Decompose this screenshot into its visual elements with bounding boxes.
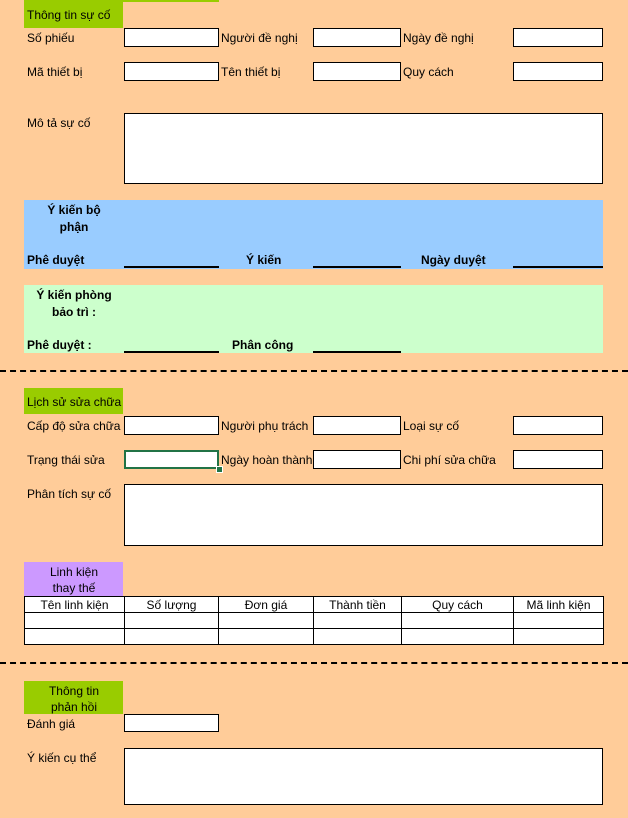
nguoi-phu-trach-field[interactable] (313, 416, 401, 435)
ma-thiet-bi-label: Mã thiết bị (27, 65, 83, 79)
maint-phe-duyet-label: Phê duyệt : (27, 338, 92, 352)
table-cell[interactable] (514, 613, 604, 629)
table-cell[interactable] (314, 613, 402, 629)
maint-opinion-title-1: Ý kiến phòng (36, 288, 112, 302)
ten-thiet-bi-field[interactable] (313, 62, 401, 81)
col-don-gia: Đơn giá (219, 597, 314, 613)
danh-gia-label: Đánh giá (27, 717, 76, 731)
table-row (25, 613, 604, 629)
history-section-title: Lịch sử sửa chữa (27, 395, 122, 409)
table-cell[interactable] (219, 629, 314, 645)
chi-phi-field[interactable] (513, 450, 603, 469)
chi-phi-label: Chi phí sửa chữa (403, 453, 496, 467)
dept-phe-duyet-line[interactable] (124, 266, 219, 268)
trang-thai-field-active[interactable] (124, 450, 219, 469)
maint-opinion-title-2: bảo trì : (52, 305, 96, 319)
col-so-luong: Số lượng (125, 597, 219, 613)
dept-phe-duyet-label: Phê duyệt (27, 253, 85, 267)
nguoi-de-nghi-field[interactable] (313, 28, 401, 47)
parts-title-1: Linh kiện (49, 565, 99, 579)
dept-opinion-title-1: Ý kiến bộ (47, 203, 101, 217)
trang-thai-label: Trạng thái sửa (27, 453, 105, 467)
parts-title-2: thay thế (52, 581, 96, 595)
parts-table (24, 596, 604, 645)
ngay-hoan-thanh-field[interactable] (313, 450, 401, 469)
phan-tich-label: Phân tích sự cố (27, 487, 112, 501)
ngay-de-nghi-label: Ngày đề nghị (403, 31, 474, 45)
table-cell[interactable] (219, 613, 314, 629)
quy-cach-field[interactable] (513, 62, 603, 81)
nguoi-de-nghi-label: Người đề nghị (221, 31, 298, 45)
table-row (25, 629, 604, 645)
fill-handle[interactable] (216, 466, 223, 473)
ngay-de-nghi-field[interactable] (513, 28, 603, 47)
quy-cach-label: Quy cách (403, 65, 454, 79)
so-phieu-field[interactable] (124, 28, 219, 47)
so-phieu-label: Số phiếu (27, 31, 75, 45)
dept-ngay-duyet-line[interactable] (513, 266, 603, 268)
table-cell[interactable] (402, 613, 514, 629)
table-cell[interactable] (125, 613, 219, 629)
y-kien-cu-the-label: Ý kiến cụ thể (27, 751, 97, 765)
parts-header-row (25, 597, 604, 613)
table-cell[interactable] (25, 613, 125, 629)
table-cell[interactable] (402, 629, 514, 645)
feedback-title-1: Thông tin (48, 684, 100, 698)
dept-y-kien-line[interactable] (313, 266, 401, 268)
maint-phan-cong-label: Phân công (232, 338, 294, 352)
table-cell[interactable] (25, 629, 125, 645)
cap-do-label: Cấp độ sửa chữa (27, 419, 121, 433)
mo-ta-field[interactable] (124, 113, 603, 184)
col-ma-linh-kien: Mã linh kiện (514, 597, 604, 613)
loai-su-co-field[interactable] (513, 416, 603, 435)
maint-phan-cong-line[interactable] (313, 351, 401, 353)
danh-gia-field[interactable] (124, 714, 219, 732)
cap-do-field[interactable] (124, 416, 219, 435)
incident-section-title: Thông tin sự cố (27, 8, 111, 22)
table-cell[interactable] (125, 629, 219, 645)
dept-y-kien-label: Ý kiến (246, 253, 282, 267)
dept-ngay-duyet-label: Ngày duyệt (421, 253, 486, 267)
mo-ta-label: Mô tả sự cố (27, 116, 91, 130)
col-ten-linh-kien: Tên linh kiện (25, 597, 125, 613)
loai-su-co-label: Loại sự cố (403, 419, 460, 433)
col-thanh-tien: Thành tiền (314, 597, 402, 613)
ten-thiet-bi-label: Tên thiết bị (221, 65, 281, 79)
y-kien-cu-the-field[interactable] (124, 748, 603, 805)
ma-thiet-bi-field[interactable] (124, 62, 219, 81)
col-quy-cach: Quy cách (402, 597, 514, 613)
feedback-title-2: phản hồi (50, 700, 98, 714)
section-divider (0, 662, 628, 664)
table-cell[interactable] (514, 629, 604, 645)
dept-opinion-title-2: phận (59, 220, 89, 234)
section-divider (0, 370, 628, 372)
maint-phe-duyet-line[interactable] (124, 351, 219, 353)
table-cell[interactable] (314, 629, 402, 645)
ngay-hoan-thanh-label: Ngày hoàn thành (221, 453, 313, 467)
nguoi-phu-trach-label: Người phụ trách (221, 419, 309, 433)
phan-tich-field[interactable] (124, 484, 603, 546)
